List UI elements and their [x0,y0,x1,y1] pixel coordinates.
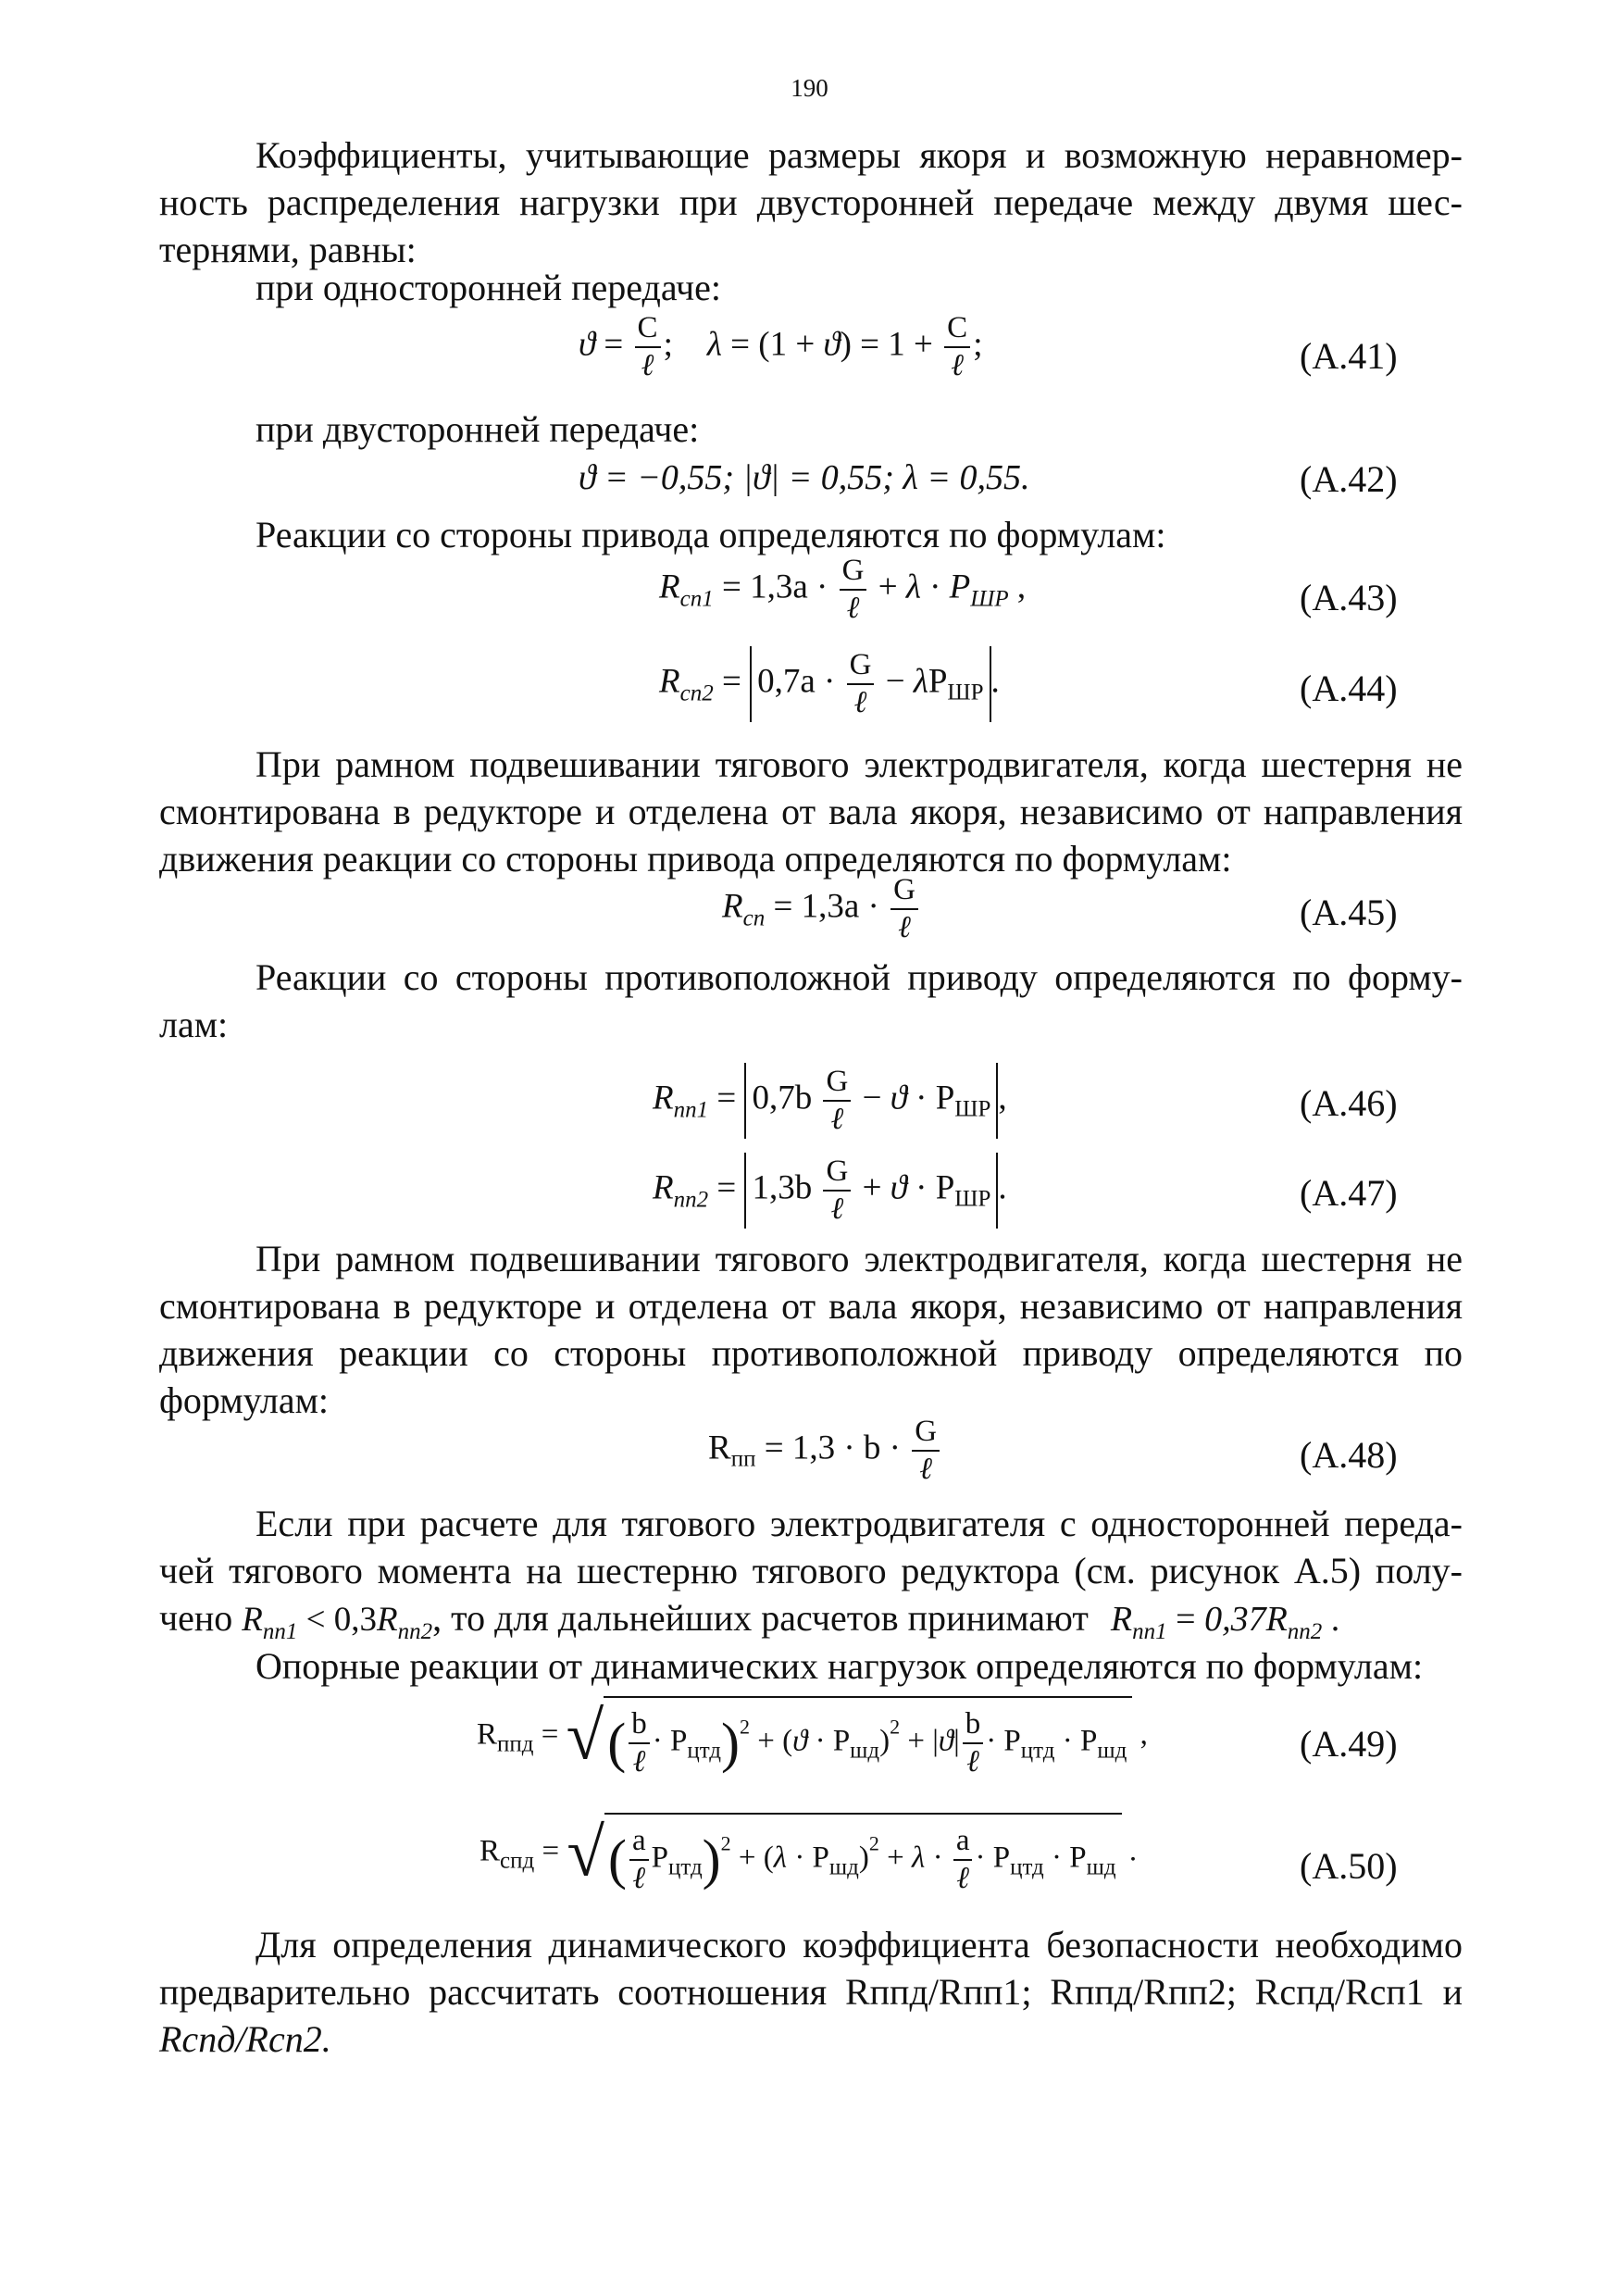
text-line: смонтирована в редукторе и отделена от вала якоря, независимо от направления [159,1285,1463,1327]
fraction: $\frac{b}{\text{ℓ}}$ [629,1709,650,1778]
paragraph-dynamic-loads: Опорные реакции от динамических нагрузок определяются по формулам: [255,1645,1424,1687]
fraction: $\frac{G}{\text{ℓ}}$ [847,650,875,718]
formula-a42: ϑ = −0,55; |ϑ| = 0,55; λ = 0,55. [579,458,1030,497]
text-line: Реакции со стороны противоположной приводу определяются по форму- [255,956,1463,998]
formula-a50: $R_{спд}$ = √( $\frac{a}{\text{ℓ}}$ $P_{цтд})^2 + (\lambda \cdot P_{шд})^2 + \lambda$ · $\frac{a}{\text{ℓ}}$ · $P_{цтд} \cdot P_{шд}$ . [479,1813,1137,1894]
text-line: Коэффициенты, учитывающие размеры якоря и возможную неравномер- [255,134,1463,176]
text-line: тернями, равны: [159,229,417,270]
paragraph-opposite-reactions [159,954,1463,1048]
text-line: ность распределения нагрузки при двусторонней передаче между двумя шес- [159,181,1463,223]
fraction: $\frac{C}{\text{ℓ}}$ [944,313,970,381]
square-root: ( $\frac{a}{\text{ℓ}}$ $P_{цтд})^2 + (\lambda \cdot P_{шд})^2 + \lambda$ · $\frac{a}{\text{ℓ}}$ · $P_{цтд} \cdot P_{шд}$ [604,1813,1122,1894]
equation-number-a46: (А.46) [1300,1082,1398,1124]
paragraph-frame-suspension-opposite [159,1235,1463,1424]
text-line: движения реакции со стороны противоположной приводу определяются по [159,1332,1463,1374]
paragraph-drive-reactions: Реакции со стороны привода определяются по формулам: [255,514,1166,555]
fraction: $\frac{G}{\text{ℓ}}$ [823,1067,851,1135]
text-line: Если при расчете для тягового электродвигателя с односторонней переда- [255,1503,1463,1544]
inline-formula-condition: $R_{пп1} < 0,3R_{пп2}$ [242,1601,433,1644]
text-line: При рамном подвешивании тягового электродвигателя, когда шестерня не [255,743,1463,785]
equation-number-a42: (А.42) [1300,458,1398,500]
text-line: смонтирована в редукторе и отделена от вала якоря, независимо от направления [159,791,1463,832]
text-line: Rспд/Rсп2. [159,2018,331,2060]
fraction: $\frac{b}{\text{ℓ}}$ [963,1709,984,1778]
label-two-side: при двусторонней передаче: [255,408,700,450]
text-line: При рамном подвешивании тягового электродвигателя, когда шестерня не [255,1238,1463,1279]
text-line: формулам: [159,1379,330,1421]
formula-a49: $R_{ппд}$ = √( $\frac{b}{\text{ℓ}}$ · $P_{цтд})^2 + (ϑ \cdot P_{шд})^2 + |ϑ|$ $\frac{b}{\text{ℓ}}$ · $P_{цтд} \cdot P_{шд}$ , [477,1696,1148,1778]
fraction: $\frac{G}{\text{ℓ}}$ [912,1416,940,1485]
absolute-value: 0,7a · $\frac{G}{\text{ℓ}}$ − $\lambda P_{ШР}$ [750,646,990,722]
equation-number-a47: (А.47) [1300,1172,1398,1214]
paragraph-coefficients [159,131,1463,273]
fraction: $\frac{G}{\text{ℓ}}$ [840,555,867,624]
formula-a45: $R_{сп} = 1,3a$ · $\frac{G}{\text{ℓ}}$ [722,875,921,943]
equation-number-a48: (А.48) [1300,1434,1398,1476]
paragraph-frame-suspension-drive [159,741,1463,882]
formula-a44: $R_{сп2} = 0,7a$ · $\frac{G}{\text{ℓ}}$ − $\lambda P_{ШР}$ . [659,646,1000,722]
text-fragment: , то для дальнейших расчетов принимают [432,1597,1089,1639]
text-fragment: чено [159,1597,233,1639]
paragraph-safety-coefficient [159,1921,1463,2063]
text-line: Для определения динамического коэффициента безопасности необходимо [255,1924,1463,1965]
page-number: 190 [791,74,828,102]
equation-number-a45: (А.45) [1300,892,1398,933]
label-one-side: при односторонней передаче: [255,267,721,308]
fraction: $\frac{C}{\text{ℓ}}$ [635,313,661,381]
fraction: $\frac{a}{\text{ℓ}}$ [629,1826,649,1894]
text-line: чей тягового момента на шестерню тягового редуктора (см. рисунок А.5) полу- [159,1550,1463,1591]
fraction: $\frac{G}{\text{ℓ}}$ [823,1156,851,1225]
formula-a47: $R_{пп2} = 1,3b$ $\frac{G}{\text{ℓ}}$ + $ϑ \cdot P_{ШР}$ . [653,1153,1007,1229]
equation-number-a43: (А.43) [1300,577,1398,618]
text-line: движения реакции со стороны привода определяются по формулам: [159,838,1232,880]
square-root: ( $\frac{b}{\text{ℓ}}$ · $P_{цтд})^2 + (ϑ \cdot P_{шд})^2 + |ϑ|$ $\frac{b}{\text{ℓ}}$ · $P_{цтд} \cdot P_{шд}$ [604,1696,1132,1778]
fraction: $\frac{a}{\text{ℓ}}$ [953,1826,973,1894]
fraction: $\frac{G}{\text{ℓ}}$ [890,875,918,943]
equation-number-a50: (А.50) [1300,1845,1398,1887]
absolute-value: 0,7b $\frac{G}{\text{ℓ}}$ − $ϑ \cdot P_{ШР}$ [744,1063,998,1139]
paragraph-one-sided-condition [159,1500,1463,1655]
formula-a46: $R_{пп1} = 0,7b$ $\frac{G}{\text{ℓ}}$ − $ϑ \cdot P_{ШР}$ , [653,1063,1007,1139]
formula-a48: $R_{пп} = 1,3 \cdot b$ · $\frac{G}{\text{ℓ}}$ [708,1416,942,1485]
equation-number-a41: (А.41) [1300,335,1398,377]
equation-number-a44: (А.44) [1300,668,1398,709]
inline-formula-result: $R_{пп1} = 0,37R_{пп2}$ . [1110,1600,1340,1644]
formula-a41: ϑ = $\frac{C}{\text{ℓ}}$ ; λ = (1 + ϑ) = 1 + $\frac{C}{\text{ℓ}}$ ; [579,311,983,382]
text-line: лам: [159,1004,229,1045]
absolute-value: 1,3b $\frac{G}{\text{ℓ}}$ + $ϑ \cdot P_{ШР}$ [744,1153,998,1229]
text-line: предварительно рассчитать соотношения Rппд/Rпп1; Rппд/Rпп2; Rспд/Rсп1 и [159,1971,1463,2013]
formula-a43: $R_{сп1} = 1,3a$ · $\frac{G}{\text{ℓ}}$ + $\lambda \cdot P_{ШР}$ , [659,554,1027,625]
equation-number-a49: (А.49) [1300,1723,1398,1765]
